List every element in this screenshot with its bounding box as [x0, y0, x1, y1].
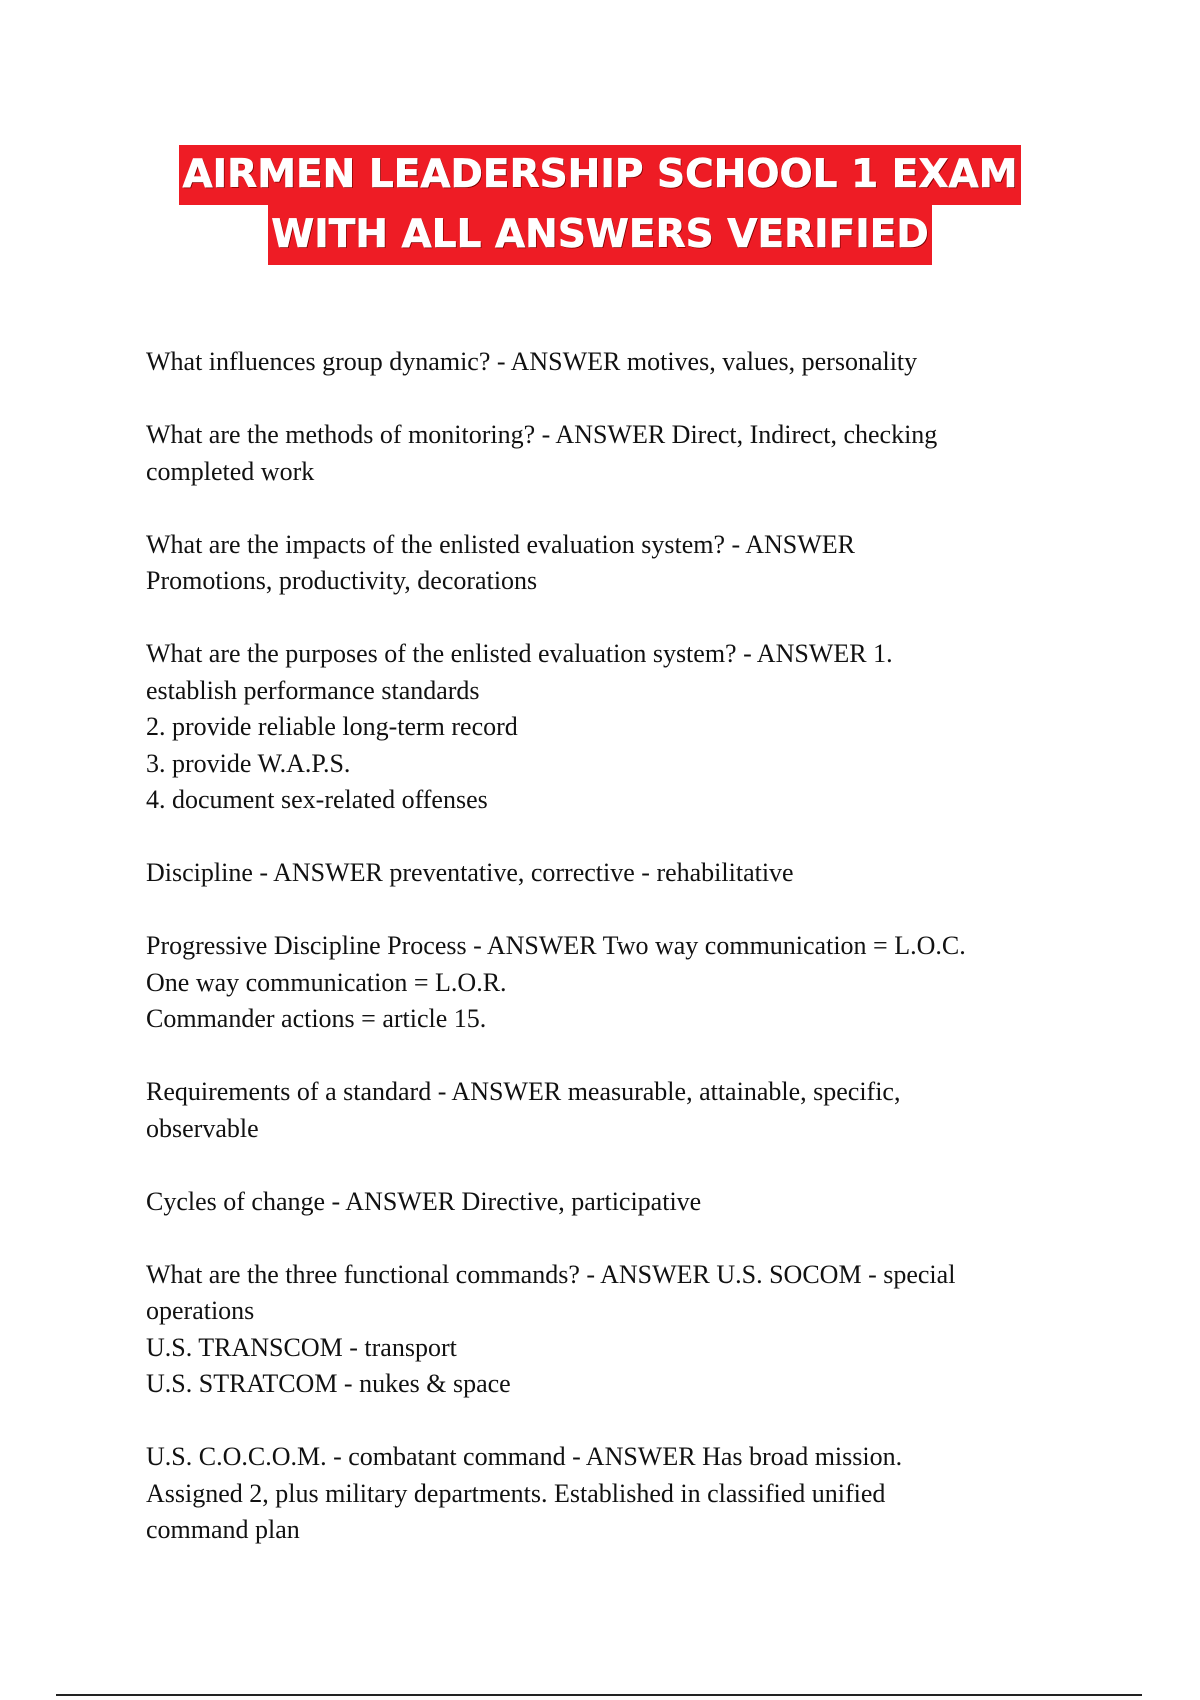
qa-line: observable [146, 1113, 259, 1143]
qa-line: U.S. STRATCOM - nukes & space [146, 1369, 511, 1398]
qa-line: U.S. C.O.C.O.M. - combatant command - ANSWER Has broad mission. [146, 1442, 903, 1471]
qa-line: What are the three functional commands? - ANSWER U.S. SOCOM - special [146, 1259, 956, 1289]
title-line-2: WITH ALL ANSWERS VERIFIED [268, 205, 932, 265]
qa-line: U.S. TRANSCOM - transport [146, 1332, 457, 1362]
qa-item [146, 928, 1076, 1038]
footer-divider [56, 1694, 1142, 1696]
qa-item [146, 636, 1076, 819]
qa-item [146, 344, 1076, 381]
qa-line: Assigned 2, plus military departments. Established in classified unified [146, 1478, 886, 1508]
qa-line: Progressive Discipline Process - ANSWER Two way communication = L.O.C. [146, 931, 966, 960]
qa-item [146, 527, 1076, 600]
document-title [0, 145, 1200, 265]
qa-item [146, 1439, 1076, 1549]
qa-item [146, 417, 1076, 490]
qa-line: Requirements of a standard - ANSWER measurable, attainable, specific, [146, 1077, 901, 1106]
qa-list [146, 344, 1076, 1585]
qa-line: What are the methods of monitoring? - ANSWER Direct, Indirect, checking [146, 420, 938, 449]
qa-line: What influences group dynamic? - ANSWER motives, values, personality [146, 347, 918, 376]
qa-item [146, 855, 1076, 892]
qa-item [146, 1184, 1076, 1221]
qa-line: establish performance standards [146, 675, 480, 705]
qa-line: 3. provide W.A.P.S. [146, 748, 351, 778]
qa-line: One way communication = L.O.R. [146, 967, 507, 997]
qa-line: What are the impacts of the enlisted evaluation system? - ANSWER [146, 529, 856, 559]
qa-item [146, 1257, 1076, 1403]
qa-line: Promotions, productivity, decorations [146, 566, 538, 595]
qa-line: command plan [146, 1515, 300, 1544]
qa-item [146, 1074, 1076, 1147]
qa-line: Commander actions = article 15. [146, 1004, 487, 1033]
qa-line: What are the purposes of the enlisted evaluation system? - ANSWER 1. [146, 639, 893, 668]
qa-line: Cycles of change - ANSWER Directive, participative [146, 1186, 702, 1216]
qa-line: completed work [146, 456, 315, 486]
qa-line: 4. document sex-related offenses [146, 785, 488, 814]
title-line-1: AIRMEN LEADERSHIP SCHOOL 1 EXAM [179, 145, 1020, 205]
qa-line: Discipline - ANSWER preventative, corrective - rehabilitative [146, 858, 794, 887]
qa-line: operations [146, 1296, 255, 1325]
qa-line: 2. provide reliable long-term record [146, 712, 518, 741]
